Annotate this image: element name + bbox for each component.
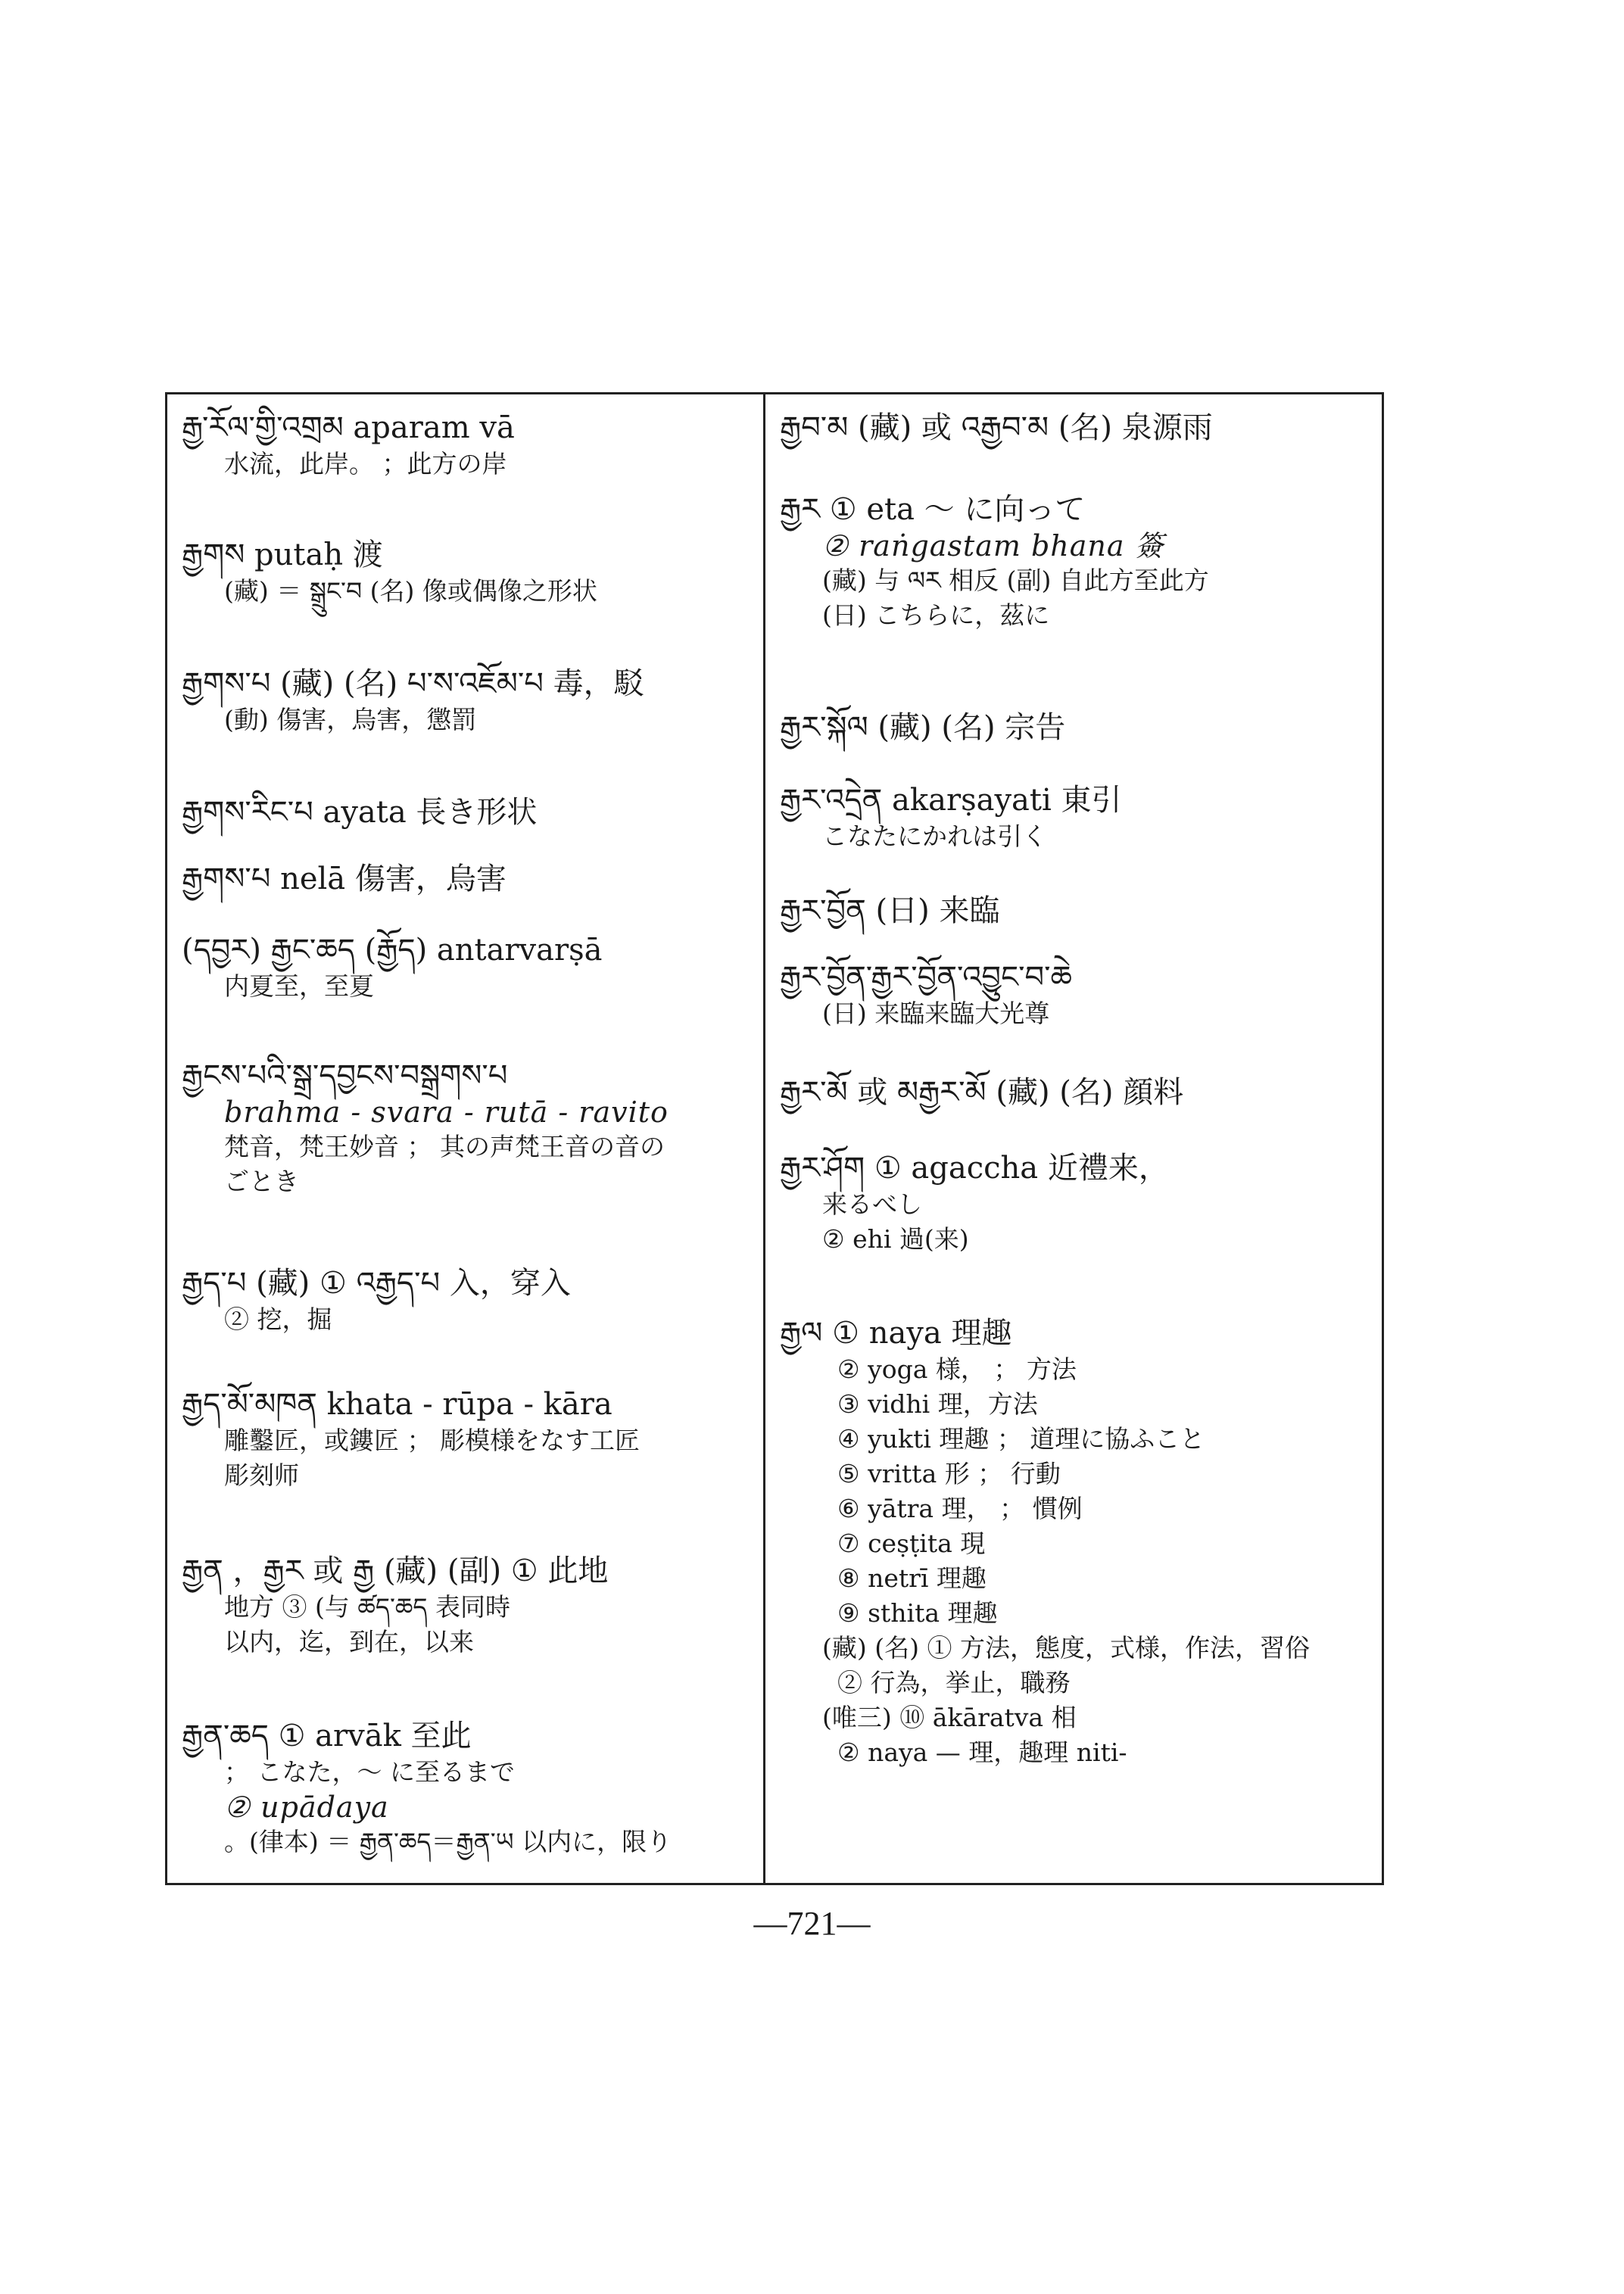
entry-definition: ② 挖，掘 (224, 1304, 332, 1334)
entry-gyar-byon-chen (780, 958, 1378, 1031)
entry-definition: ② 行為，挙止，職務 (837, 1668, 1071, 1697)
entry-sense: ⑨ sthita 理趣 (837, 1598, 998, 1628)
entry-sanskrit: ② raṅgastam bhana 簽 (822, 529, 1164, 563)
entry-definition: 。(律本) ＝ རྒྱན་ཆད＝རྒྱན་ཡ 以内に，限り (224, 1827, 672, 1856)
entry-definition: (日) 来臨来臨大光尊 (822, 999, 1050, 1028)
entry-headword: རྒྱབ་མ (藏) 或 འརྒྱབ་མ (名) 泉源雨 (780, 410, 1213, 445)
entry-headword: རྒྱད་མོ་མཁན khata - rūpa - kāra (182, 1387, 613, 1422)
entry-definition: 地方 ③ (与 ཚད་ཆད 表同時 (224, 1592, 510, 1622)
entry-sanskrit: brahma - svara - rutā - ravito (224, 1096, 669, 1129)
entry-sense: ③ vidhi 理，方法 (837, 1389, 1038, 1419)
entry-antarvarsa (182, 931, 757, 1004)
entry-aparam-va (182, 409, 757, 482)
entry-akarsayati (780, 781, 1378, 854)
entry-headword: རྒྱགས་པ (藏) (名) པ་ས་འཇོམ་པ 毒，駁 (182, 666, 644, 701)
entry-headword: རྒྱ་རོལ་གྱི་འགྲམ aparam vā (182, 410, 515, 445)
entry-headword: རྒྱད་པ (藏) ① འརྒྱད་པ 入，穿入 (182, 1266, 571, 1301)
entry-definition: 雕鑿匠，或鏤匠 ； 彫模様をなす工匠 (224, 1426, 640, 1455)
entry-headword: རྒྱལ ① naya 理趣 (780, 1316, 1012, 1351)
entry-headword: རྒྱགས་པ nelā 傷害，烏害 (182, 862, 507, 896)
entry-headword: (དབྱར) རྒྱང་ཆད (རྒྱོད) antarvarṣā (182, 933, 603, 968)
entry-ayata (182, 793, 757, 831)
entry-gyan (182, 1552, 757, 1660)
entry-definition: ； こなた，〜 に至るまで (224, 1757, 515, 1787)
column-divider (763, 392, 765, 1885)
entry-definition: ② ehi 過(来) (822, 1224, 969, 1254)
entry-headword: རྒྱགས་རིང་པ ayata 長き形状 (182, 795, 538, 830)
page-number: —721— (753, 1905, 871, 1942)
entry-sense: ④ yukti 理趣 ； 道理に協ふこと (837, 1424, 1205, 1454)
entry-agaccha (780, 1149, 1378, 1257)
entry-definition: (日) こちらに，茲に (822, 600, 1050, 630)
entry-definition: (唯三) ⑩ ākāratva 相 (822, 1703, 1077, 1732)
entry-gyal-naya (780, 1314, 1378, 1770)
entry-sense: ⑤ vritta 形 ； 行動 (837, 1459, 1061, 1488)
entry-nela (182, 860, 757, 898)
entry-putah (182, 536, 757, 609)
entry-definition: (藏) ＝ སྒྲུང་བ (名) 像或偶像之形状 (224, 576, 597, 606)
entry-headword: རྒྱན ，རྒྱར 或 རྒྱ (藏) (副) ① 此地 (182, 1554, 609, 1588)
entry-arvak (182, 1717, 757, 1859)
entry-definition: 梵音，梵王妙音 ； 其の声梵王音の音の (224, 1132, 665, 1161)
entry-definition: 水流，此岸。 ；此方の岸 (224, 449, 507, 478)
entry-definition: ② naya — 理，趣理 niti- (837, 1738, 1127, 1767)
entry-headword: རྒྱར་འདྲེན akarṣayati 東引 (780, 783, 1122, 818)
entry-brahma-svara (182, 1057, 757, 1199)
entry-headword: རྒྱར་མོ 或 མརྒྱར་མོ (藏) (名) 顔料 (780, 1075, 1184, 1110)
entry-definition: (藏) (名) ① 方法，態度，式様，作法，習俗 (822, 1633, 1310, 1663)
entry-definition: 内夏至，至夏 (224, 971, 374, 1001)
entry-gags-pa (182, 665, 757, 737)
entry-definition: こなたにかれは引く (822, 821, 1047, 851)
entry-gyar-byon (780, 892, 1378, 930)
entry-definition: 来るべし (822, 1189, 922, 1219)
entry-headword: རྒྱར་སྐོལ (藏) (名) 宗告 (780, 710, 1066, 745)
entry-khata-rupa-kara (182, 1385, 757, 1493)
entry-definition: ごとき (224, 1167, 299, 1196)
entry-headword: རྒྱར་བྱོན་རྒྱར་བྱོན་འབྱུང་བ་ཆེ (780, 960, 1073, 995)
entry-definition: 彫刻师 (224, 1460, 299, 1490)
entry-gyad-pa (182, 1264, 757, 1337)
entry-definition: (動) 傷害，烏害，懲罰 (224, 705, 477, 734)
entry-headword: རྒྱར་བྱོན (日) 来臨 (780, 893, 1000, 928)
entry-sanskrit: ② upādaya (224, 1791, 389, 1824)
entry-sense: ⑦ ceṣṭita 現 (837, 1529, 986, 1558)
entry-gyab-ma (780, 409, 1378, 447)
entry-headword: རྒྱན་ཆད ① arvāk 至此 (182, 1719, 472, 1753)
entry-headword: རྒྱགས putaḥ 渡 (182, 538, 383, 572)
entry-sense: ⑥ yātra 理， ； 慣例 (837, 1494, 1083, 1523)
right-column (780, 392, 1378, 1885)
entry-gyar-skol (780, 709, 1378, 746)
entry-headword: རྒྱངས་པའི་སྒྲ་དབྱངས་བསྒྲགས་པ (182, 1058, 508, 1093)
entry-headword: རྒྱར ① eta 〜 に向って (780, 492, 1086, 527)
entry-definition: 以内，迄，到在，以来 (224, 1627, 474, 1657)
entry-sense: ② yoga 様， ； 方法 (837, 1354, 1077, 1384)
entry-gyar-mo (780, 1074, 1378, 1111)
entry-sense: ⑧ netrī 理趣 (837, 1563, 987, 1593)
left-column (182, 392, 757, 1885)
entry-definition: (藏) 与 ལར 相反 (副) 自此方至此方 (822, 566, 1209, 595)
entry-gyar-eta (780, 491, 1378, 633)
entry-headword: རྒྱར་ཤོག ① agaccha 近禮来， (780, 1151, 1169, 1186)
